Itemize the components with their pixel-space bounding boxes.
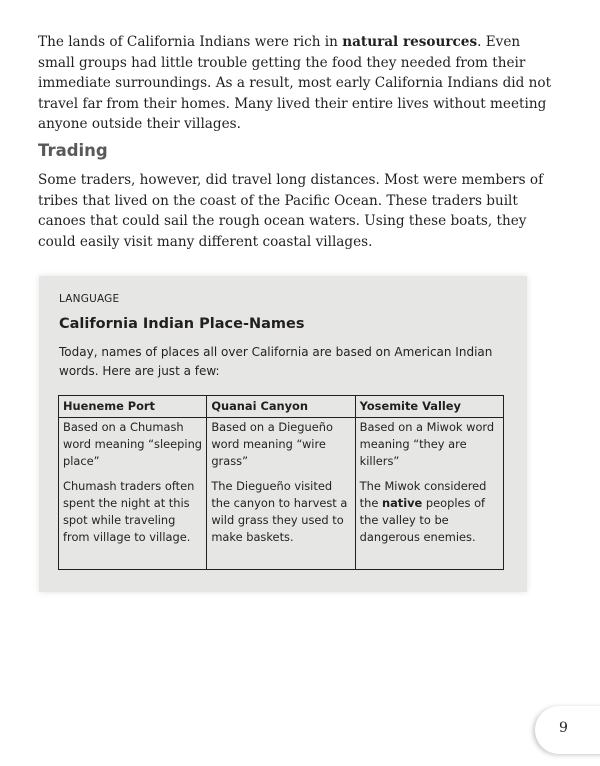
intro-text-end: . Even small groups had little trouble getting the food they needed from their immediate surroundings. As a result, most early California Indians did not travel far from their homes. Many lived their entire lives without meeting anyone outside their villages.	[38, 34, 552, 132]
column-meaning: Based on a Chumash word meaning “sleeping place”	[63, 420, 203, 468]
column-header: Hueneme Port	[59, 396, 206, 418]
column-header: Yosemite Valley	[356, 396, 503, 418]
column-header: Quanai Canyon	[207, 396, 354, 418]
page-number: 9	[559, 720, 568, 736]
column-meaning: Based on a Miwok word meaning “they are killers”	[359, 420, 495, 468]
place-names-table	[58, 395, 504, 570]
column-note	[360, 478, 499, 546]
language-sidebar	[39, 276, 527, 592]
intro-text-start: The lands of California Indians were rich in	[38, 34, 343, 50]
section-heading: Trading	[38, 141, 108, 160]
note-text-start: The Miwok considered the	[359, 479, 487, 510]
section-paragraph: Some traders, however, did travel long distances. Most were members of tribes that lived on the coast of the Pacific Ocean. These traders built canoes that could sail the rough ocean waters. Using these boats, they could easily visit many different coastal villages.	[38, 172, 544, 250]
sidebar-intro: Today, names of places all over California are based on American Indian words. Here are just a few:	[59, 345, 493, 378]
sidebar-label: LANGUAGE	[59, 293, 120, 305]
table-column	[59, 396, 207, 569]
sidebar-title: California Indian Place-Names	[59, 316, 305, 332]
note-text-end: peoples of the valley to be dangerous enemies.	[359, 496, 486, 544]
note-bold-term: native	[381, 496, 423, 510]
table-column	[356, 396, 503, 569]
column-note: Chumash traders often spent the night at this spot while traveling from village to village.	[63, 479, 195, 544]
column-note: The Diegueño visited the canyon to harvest a wild grass they used to make baskets.	[211, 479, 348, 544]
intro-bold-term: natural resources	[342, 34, 478, 50]
column-meaning: Based on a Diegueño word meaning “wire grass”	[211, 420, 333, 468]
table-column	[207, 396, 355, 569]
intro-paragraph	[38, 32, 558, 135]
